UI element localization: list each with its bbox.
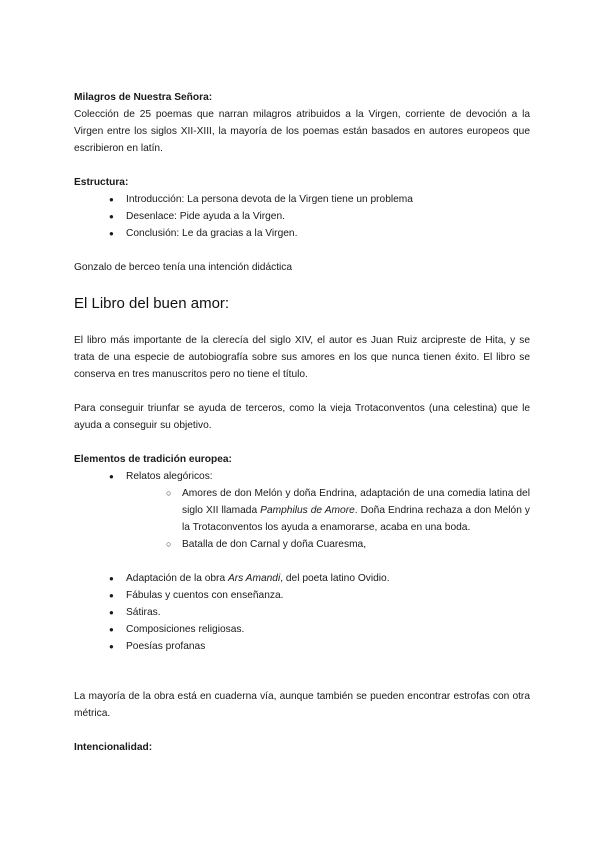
list-item-ars (74, 570, 530, 587)
list-item: ● Sátiras. (74, 604, 530, 621)
sub1-text-end: . Doña Endrina rechaza a don Melón y la Trotaconventos los ayuda a enamorarse, acaba en una boda. (182, 505, 531, 533)
list-item-relatos (74, 468, 530, 570)
intencionalidad-heading: Intencionalidad: (74, 742, 153, 753)
sub1-italic-title: Pamphilus de Amore (260, 505, 355, 516)
sublist-item (126, 485, 530, 536)
sublist-item: ○ Batalla de don Carnal y doña Cuaresma, (126, 536, 530, 553)
libro-paragraph-2: Para conseguir triunfar se ayuda de terceros, como la vieja Trotaconventos (una celestina) que le ayuda a conseguir su objetivo. (74, 403, 530, 431)
estructura-list (74, 191, 530, 242)
elementos-list (74, 468, 530, 655)
milagros-heading: Milagros de Nuestra Señora: (74, 92, 213, 103)
relatos-label: Relatos alegóricos: (126, 471, 213, 482)
list-item: ● Conclusión: Le da gracias a la Virgen. (74, 225, 530, 242)
berceo-note: Gonzalo de berceo tenía una intención didáctica (74, 262, 293, 273)
ars-text-end: , del poeta latino Ovidio. (280, 573, 390, 584)
milagros-paragraph: Colección de 25 poemas que narran milagros atribuidos a la Virgen, corriente de devoción a la Virgen entre los siglos XII-XIII, la mayoría de los poemas están basados en autores europeos que escribieron en latín. (74, 109, 530, 154)
metrica-paragraph: La mayoría de la obra está en cuaderna vía, aunque también se pueden encontrar estrofas con otra métrica. (74, 691, 530, 719)
libro-paragraph-1: El libro más importante de la clerecía del siglo XIV, el autor es Juan Ruiz arcipreste de Hita, y se trata de una especie de autobiografía sobre sus amores en los que nunca tienen éxito. El libro se conserva en tres manuscritos pero no tiene el título. (74, 335, 530, 380)
list-item: ● Fábulas y cuentos con enseñanza. (74, 587, 530, 604)
elementos-heading: Elementos de tradición europea: (74, 454, 232, 465)
ars-italic-title: Ars Amandi (227, 573, 281, 584)
ars-text: Adaptación de la obra (126, 573, 228, 584)
list-item: ● Composiciones religiosas. (74, 621, 530, 638)
list-item: ● Desenlace: Pide ayuda a la Virgen. (74, 208, 530, 225)
relatos-sublist (126, 485, 530, 553)
section-title-libro: El Libro del buen amor: (74, 295, 230, 312)
list-item: ● Poesías profanas (74, 638, 530, 655)
estructura-heading: Estructura: (74, 177, 129, 188)
sub1-text: Amores de don Melón y doña Endrina, adaptación de una comedia latina del siglo XII llamada (182, 488, 530, 516)
list-item: ● Introducción: La persona devota de la Virgen tiene un problema (74, 191, 530, 208)
